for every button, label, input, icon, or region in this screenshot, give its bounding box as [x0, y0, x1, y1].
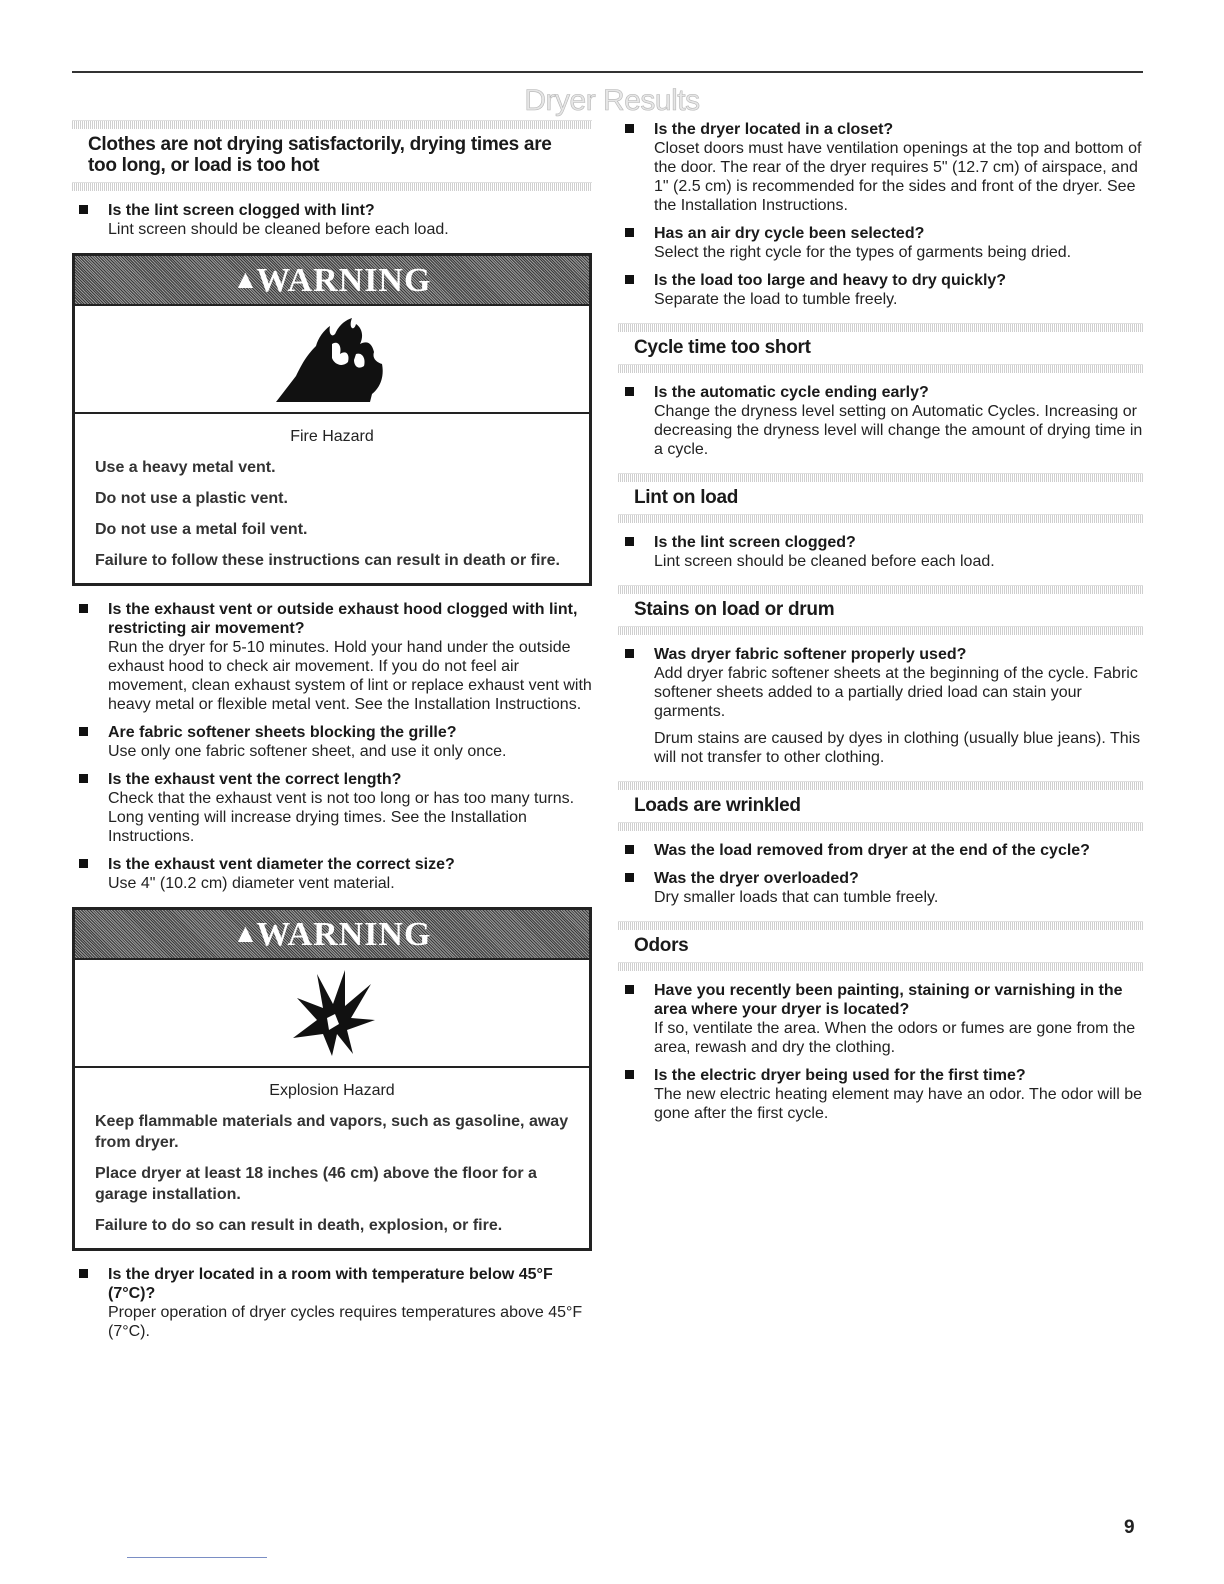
question: Have you recently been painting, staining or varnishing in the area where your dryer is located?	[654, 982, 1123, 1018]
bullet-icon	[625, 873, 634, 882]
qa-item	[618, 645, 1143, 767]
section-title: Clothes are not drying satisfactorily, drying times are too long, or load is too hot	[88, 134, 552, 176]
bullet-icon	[625, 985, 634, 994]
qa-item	[618, 869, 1143, 907]
qa-item	[618, 383, 1143, 459]
answer: Change the dryness level setting on Automatic Cycles. Increasing or decreasing the dryness level will change the amount of drying time in a cycle.	[654, 403, 1143, 458]
section-title: Stains on load or drum	[634, 599, 835, 620]
bullet-icon	[625, 124, 634, 133]
hazard-label: Explosion Hazard	[269, 1082, 395, 1099]
answer: Dry smaller loads that can tumble freely.	[654, 889, 939, 906]
qa-item	[618, 981, 1143, 1057]
question: Is the automatic cycle ending early?	[654, 384, 929, 401]
section-title: Cycle time too short	[634, 337, 811, 358]
right-column	[618, 120, 1143, 1132]
answer: Use 4" (10.2 cm) diameter vent material.	[108, 875, 395, 892]
shade-bar	[618, 473, 1143, 482]
bullet-icon	[625, 387, 634, 396]
warning-box-explosion	[72, 907, 592, 1251]
bullet-icon	[625, 275, 634, 284]
warning-text	[75, 1068, 589, 1248]
bullet-icon	[79, 1269, 88, 1278]
question: Are fabric softener sheets blocking the grille?	[108, 724, 457, 741]
bullet-icon	[625, 1070, 634, 1079]
warning-word: WARNING	[256, 262, 432, 299]
qa-item	[618, 1066, 1143, 1123]
warning-line: Keep flammable materials and vapors, such as gasoline, away from dryer.	[95, 1113, 569, 1151]
shade-bar	[618, 921, 1143, 930]
hazard-label: Fire Hazard	[290, 428, 374, 445]
qa-item	[72, 855, 592, 893]
footer-rule	[127, 1557, 267, 1558]
shade-bar	[618, 781, 1143, 790]
answer: Run the dryer for 5-10 minutes. Hold your hand under the outside exhaust hood to check air movement. If you do not feel air movement, clean exhaust system of lint or replace exhaust vent with heavy metal or flexible metal vent. See the Installation Instructions.	[108, 639, 592, 713]
question: Is the lint screen clogged with lint?	[108, 202, 375, 219]
section-title: Loads are wrinkled	[634, 795, 801, 816]
answer: If so, ventilate the area. When the odors or fumes are gone from the area, rewash and dry the clothing.	[654, 1020, 1136, 1056]
answer: Add dryer fabric softener sheets at the beginning of the cycle. Fabric softener sheets added to a partially dried load can stain your garments.	[654, 665, 1138, 720]
page-number: 9	[1124, 1517, 1135, 1538]
qa-item	[618, 271, 1143, 309]
question: Is the load too large and heavy to dry quickly?	[654, 272, 1007, 289]
warning-word: WARNING	[256, 916, 432, 953]
bullet-icon	[79, 727, 88, 736]
question: Is the exhaust vent or outside exhaust hood clogged with lint, restricting air movement?	[108, 601, 578, 637]
question: Is the lint screen clogged?	[654, 534, 856, 551]
top-rule	[72, 71, 1143, 73]
warning-text	[75, 414, 589, 583]
bullet-icon	[79, 604, 88, 613]
section-title: Odors	[634, 935, 689, 956]
shade-bar	[618, 962, 1143, 971]
fire-icon	[272, 314, 392, 406]
section-header	[72, 120, 592, 191]
explosion-icon	[287, 968, 377, 1058]
question: Is the electric dryer being used for the first time?	[654, 1067, 1026, 1084]
bullet-icon	[79, 859, 88, 868]
answer: Lint screen should be cleaned before each load.	[654, 553, 995, 570]
warning-triangle-icon: ▲	[232, 265, 260, 294]
shade-bar	[72, 120, 592, 129]
warning-box-fire	[72, 253, 592, 586]
shade-bar	[618, 514, 1143, 523]
bullet-icon	[625, 649, 634, 658]
answer: Closet doors must have ventilation openings at the top and bottom of the door. The rear of the dryer requires 5" (12.7 cm) of airspace, and 1" (2.5 cm) is recommended for the sides and front of the dryer. See the Installation Instructions.	[654, 140, 1142, 214]
shade-bar	[618, 585, 1143, 594]
question: Was the dryer overloaded?	[654, 870, 859, 887]
qa-item	[618, 120, 1143, 215]
warning-line: Use a heavy metal vent.	[95, 459, 276, 476]
question: Was the load removed from dryer at the end of the cycle?	[654, 842, 1090, 859]
qa-item	[72, 201, 592, 239]
shade-bar	[618, 822, 1143, 831]
left-column	[72, 120, 592, 1350]
answer: Select the right cycle for the types of garments being dried.	[654, 244, 1072, 261]
answer: The new electric heating element may have an odor. The odor will be gone after the first cycle.	[654, 1086, 1142, 1122]
shade-bar	[618, 323, 1143, 332]
qa-item	[72, 600, 592, 714]
answer: Separate the load to tumble freely.	[654, 291, 898, 308]
qa-item	[618, 224, 1143, 262]
bullet-icon	[79, 205, 88, 214]
qa-item	[72, 770, 592, 846]
section-header	[618, 921, 1143, 971]
warning-line: Failure to do so can result in death, explosion, or fire.	[95, 1217, 503, 1234]
warning-header	[75, 910, 589, 960]
bullet-icon	[625, 537, 634, 546]
qa-item	[72, 723, 592, 761]
section-title: Lint on load	[634, 487, 739, 508]
fire-hazard-pictogram	[75, 306, 589, 414]
question: Is the dryer located in a closet?	[654, 121, 894, 138]
bullet-icon	[79, 774, 88, 783]
shade-bar	[72, 182, 592, 191]
qa-item	[618, 841, 1143, 860]
answer: Lint screen should be cleaned before each load.	[108, 221, 449, 238]
warning-header	[75, 256, 589, 306]
section-header	[618, 473, 1143, 523]
bullet-icon	[625, 228, 634, 237]
question: Has an air dry cycle been selected?	[654, 225, 925, 242]
section-header	[618, 323, 1143, 373]
answer: Proper operation of dryer cycles requires temperatures above 45°F (7°C).	[108, 1304, 583, 1340]
warning-line: Do not use a plastic vent.	[95, 490, 288, 507]
qa-item	[618, 533, 1143, 571]
shade-bar	[618, 364, 1143, 373]
explosion-hazard-pictogram	[75, 960, 589, 1068]
warning-line: Do not use a metal foil vent.	[95, 521, 308, 538]
question: Is the exhaust vent the correct length?	[108, 771, 402, 788]
question: Is the exhaust vent diameter the correct size?	[108, 856, 455, 873]
question: Was dryer fabric softener properly used?	[654, 646, 967, 663]
question: Is the dryer located in a room with temperature below 45°F (7°C)?	[108, 1266, 553, 1302]
bullet-icon	[625, 845, 634, 854]
warning-triangle-icon: ▲	[232, 919, 260, 948]
answer-extra: Drum stains are caused by dyes in clothing (usually blue jeans). This will not transfer to other clothing.	[654, 730, 1141, 766]
shade-bar	[618, 626, 1143, 635]
section-header	[618, 781, 1143, 831]
qa-item	[72, 1265, 592, 1341]
warning-line: Place dryer at least 18 inches (46 cm) above the floor for a garage installation.	[95, 1165, 537, 1203]
section-header	[618, 585, 1143, 635]
page-title: Dryer Results	[524, 84, 700, 117]
answer: Use only one fabric softener sheet, and use it only once.	[108, 743, 507, 760]
warning-line: Failure to follow these instructions can result in death or fire.	[95, 552, 560, 569]
answer: Check that the exhaust vent is not too long or has too many turns. Long venting will increase drying times. See the Installation Instructions.	[108, 790, 575, 845]
